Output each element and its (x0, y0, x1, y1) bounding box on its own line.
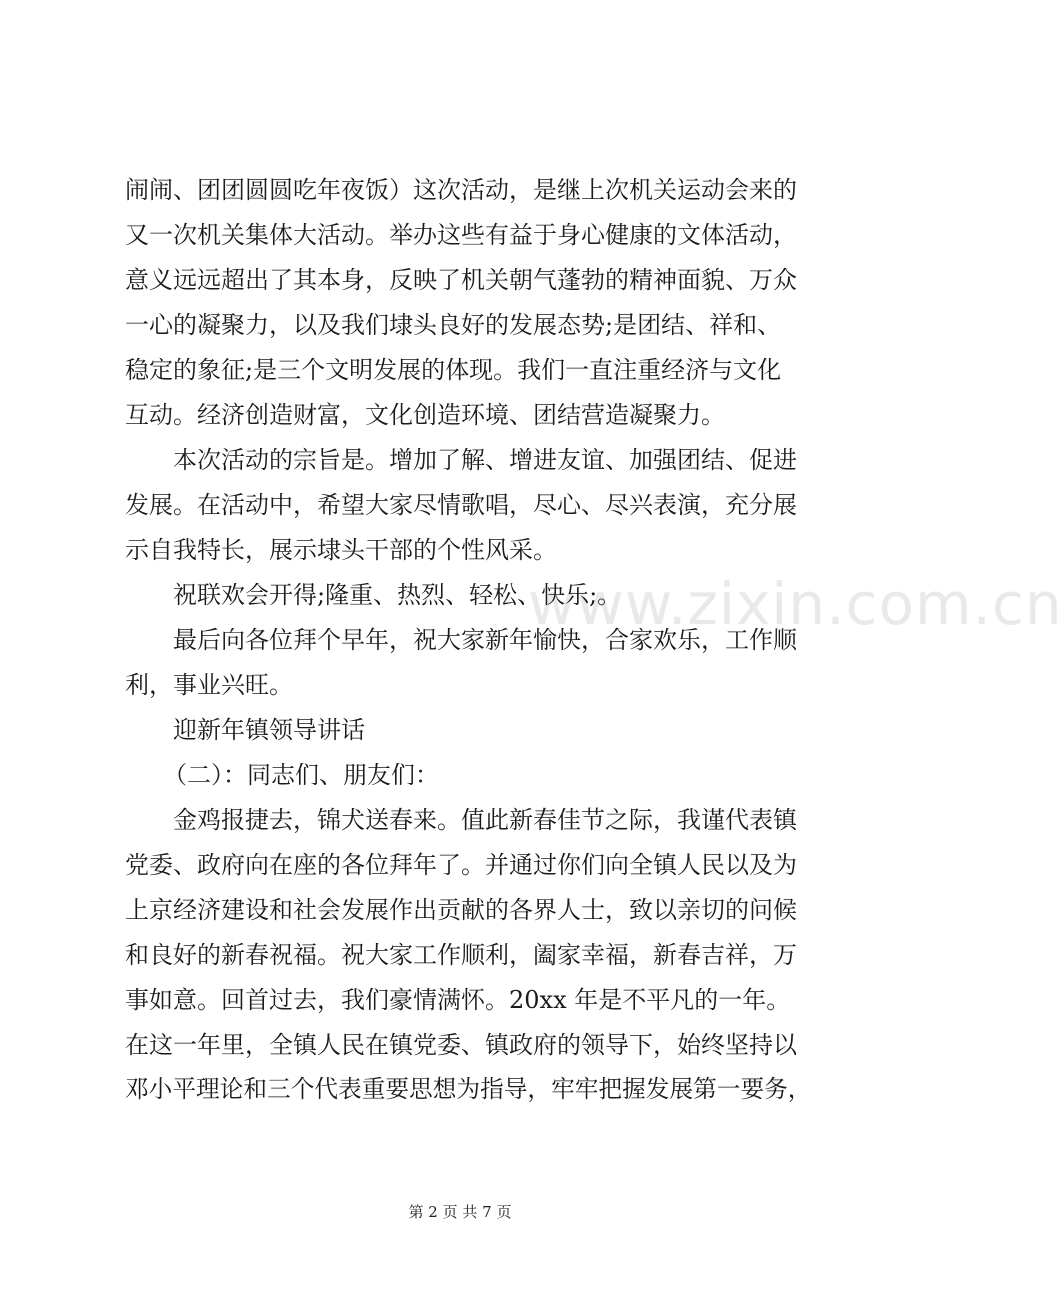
watermark: www.zixin.com.cn (528, 570, 1063, 638)
body-line: 发展。在活动中，希望大家尽情歌唱，尽心、尽兴表演，充分展 (125, 491, 797, 519)
body-line: 邓小平理论和三个代表重要思想为指导，牢牢把握发展第一要务， (125, 1075, 812, 1103)
body-line: 党委、政府向在座的各位拜年了。并通过你们向全镇人民以及为 (125, 851, 797, 879)
section-heading: 迎新年镇领导讲话 (173, 716, 365, 744)
body-line: 事如意。回首过去，我们豪情满怀。20xx 年是不平凡的一年。 (125, 986, 791, 1014)
body-line: 金鸡报捷去，锦犬送春来。值此新春佳节之际，我谨代表镇 (173, 806, 797, 834)
page-footer: 第 2 页 共 7 页 (408, 1203, 512, 1221)
body-line: 最后向各位拜个早年，祝大家新年愉快，合家欢乐，工作顺 (173, 626, 797, 654)
body-line: 一心的凝聚力，以及我们埭头良好的发展态势;是团结、祥和、 (125, 311, 782, 339)
body-line: 意义远远超出了其本身，反映了机关朝气蓬勃的精神面貌、万众 (125, 266, 797, 294)
body-line: 互动。经济创造财富，文化创造环境、团结营造凝聚力。 (125, 401, 725, 429)
body-line: 本次活动的宗旨是。增加了解、增进友谊、加强团结、促进 (173, 446, 797, 474)
body-line: 利，事业兴旺。 (125, 671, 293, 699)
body-line: 祝联欢会开得;隆重、热烈、轻松、快乐;。 (173, 581, 622, 609)
body-line: 又一次机关集体大活动。举办这些有益于身心健康的文体活动， (125, 221, 797, 249)
body-line: 和良好的新春祝福。祝大家工作顺利，阖家幸福，新春吉祥，万 (125, 941, 797, 969)
salutation-line: （二）：同志们、朋友们： (163, 761, 439, 789)
body-line: 上京经济建设和社会发展作出贡献的各界人士，致以亲切的问候 (125, 896, 797, 924)
body-line: 稳定的象征;是三个文明发展的体现。我们一直注重经济与文化 (125, 356, 782, 384)
body-line: 在这一年里，全镇人民在镇党委、镇政府的领导下，始终坚持以 (125, 1031, 797, 1059)
body-line: 闹闹、团团圆圆吃年夜饭）这次活动，是继上次机关运动会来的 (125, 176, 797, 204)
body-line: 示自我特长，展示埭头干部的个性风采。 (125, 536, 557, 564)
